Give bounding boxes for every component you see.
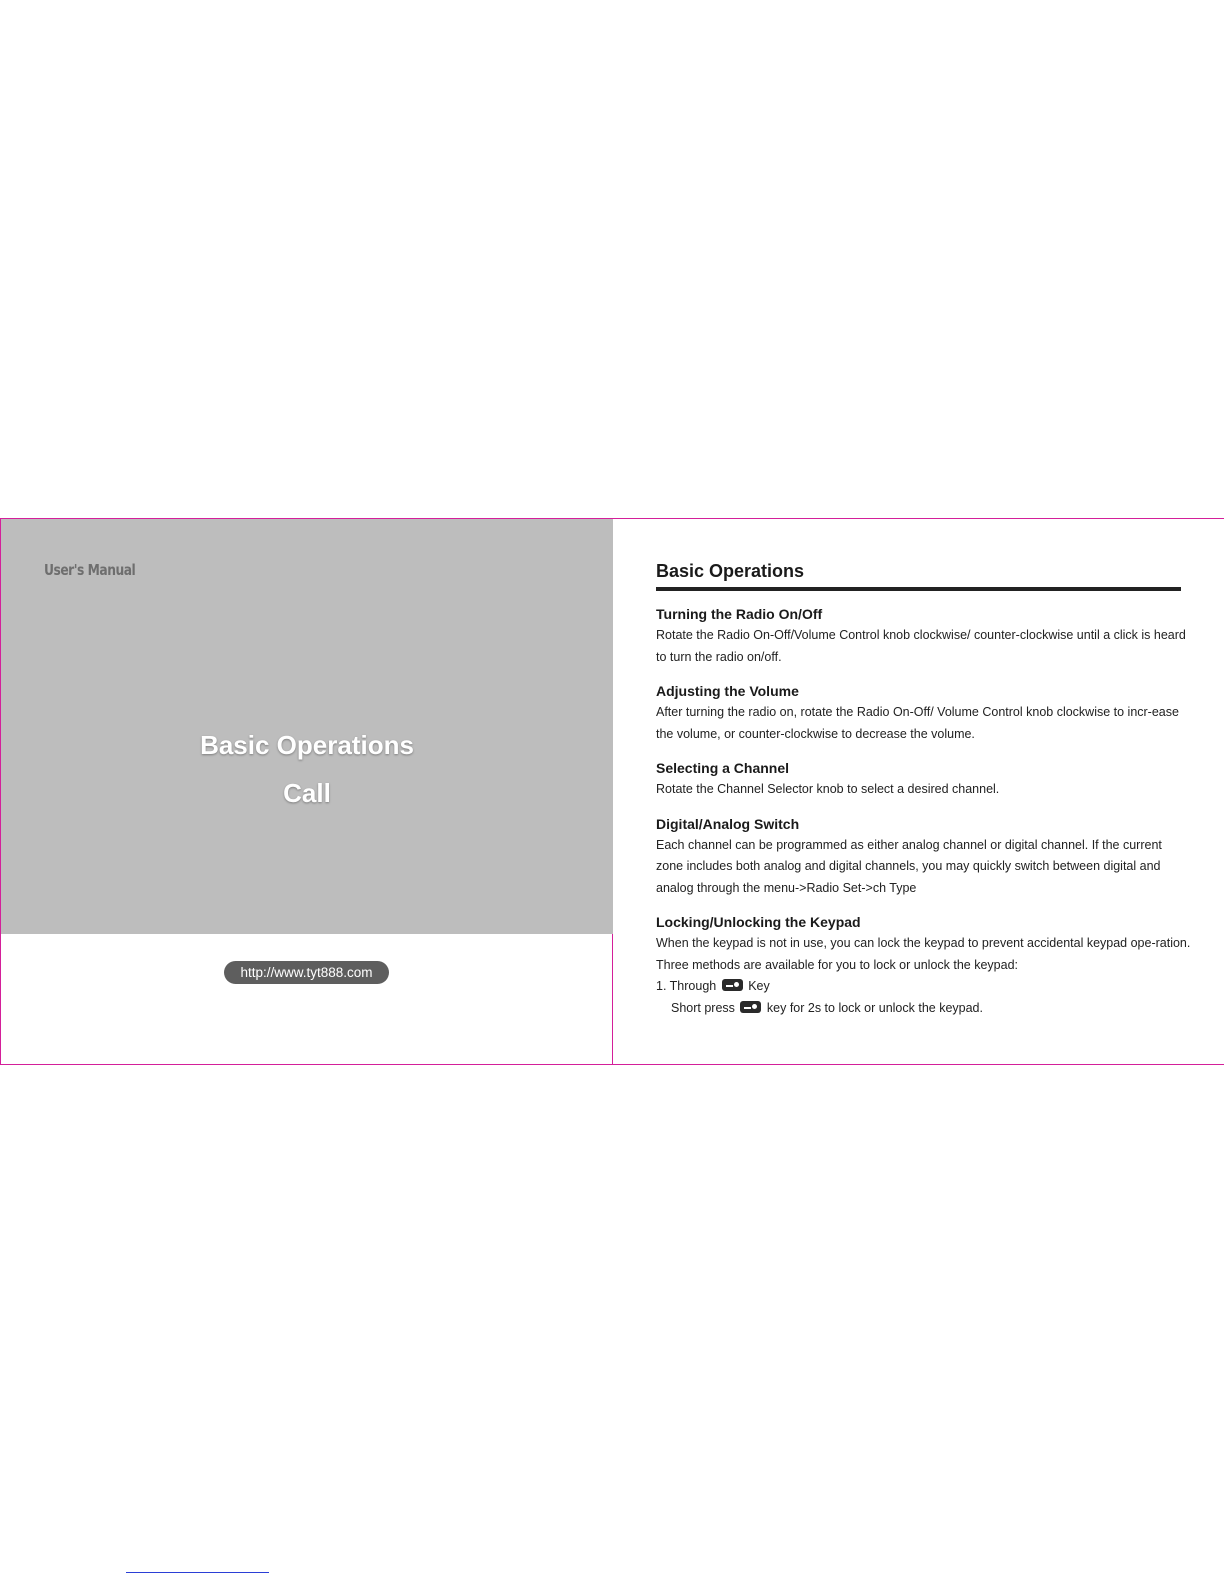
content-body (656, 603, 1191, 1019)
page-title: Basic Operations (656, 561, 805, 581)
paragraph-digital-analog-switch: Each channel can be programmed as either analog channel or digital channel. If the current zone includes both analog and digital channels, you may quickly switch between digital and analog through the menu->Radio Set->ch Type (656, 837, 1162, 895)
paragraph-turning-on-off: Rotate the Radio On-Off/Volume Control knob clockwise/ counter-clockwise until a click is heard to turn the radio on/off. (656, 628, 1186, 664)
title-divider (656, 587, 1181, 591)
keypad-lock-key-icon (740, 1001, 761, 1013)
footnote-divider (126, 1572, 269, 1573)
heading-locking-keypad: Locking/Unlocking the Keypad (656, 914, 861, 930)
step-1-detail-prefix: Short press (671, 1000, 735, 1015)
heading-digital-analog-switch: Digital/Analog Switch (656, 815, 800, 832)
manual-label: User's Manual (44, 561, 136, 579)
paragraph-selecting-channel: Rotate the Channel Selector knob to select a desired channel. (656, 782, 1000, 796)
paragraph-locking-keypad: When the keypad is not in use, you can lock the keypad to prevent accidental keypad ope-ration. Three methods are available for you to lock or unlock the keypad: (656, 936, 1191, 972)
step-1-suffix: Key (748, 979, 770, 993)
paragraph-adjusting-volume: After turning the radio on, rotate the Radio On-Off/ Volume Control knob clockwise to incr-ease the volume, or counter-clockwise to decrease the volume. (656, 705, 1179, 741)
step-1-line (656, 976, 1191, 998)
right-page-content (613, 519, 1224, 1064)
heading-selecting-channel: Selecting a Channel (656, 760, 790, 776)
step-1-detail-line (656, 998, 1191, 1020)
left-page-cover (0, 519, 613, 1064)
step-1-prefix: 1. Through (656, 979, 717, 993)
website-link[interactable]: http://www.tyt888.com (224, 961, 389, 984)
heading-turning-on-off: Turning the Radio On/Off (656, 606, 823, 622)
step-1-detail-suffix: key for 2s to lock or unlock the keypad. (766, 1000, 983, 1015)
cover-title-call: Call (283, 778, 331, 808)
manual-spread (0, 518, 1224, 1065)
heading-adjusting-volume: Adjusting the Volume (656, 683, 799, 699)
cover-panel (1, 519, 613, 934)
keypad-lock-key-icon (722, 979, 743, 991)
cover-title-basic-operations: Basic Operations (200, 730, 414, 760)
